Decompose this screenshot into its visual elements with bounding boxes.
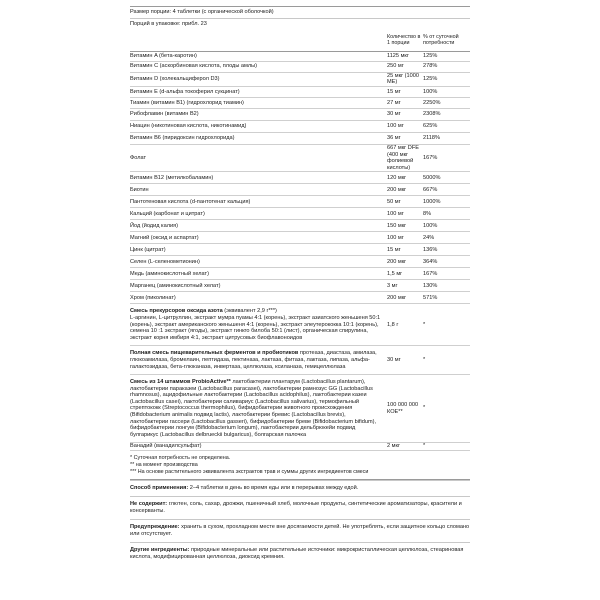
table-row <box>130 172 470 184</box>
header-daily-value: % от суточной потребности <box>423 30 470 52</box>
blend-title: Полная смесь пищеварительных ферментов и пробиотиков <box>130 350 299 357</box>
footnote-1: * Суточная потребность не определена. <box>130 455 231 462</box>
nutrient-daily-value: 2250% <box>423 97 470 108</box>
nutrient-daily-value: 24% <box>423 232 470 244</box>
nutrient-daily-value: 364% <box>423 256 470 268</box>
nutrient-daily-value: 2308% <box>423 108 470 120</box>
footnotes <box>130 451 470 479</box>
nutrient-amount: 120 мкг <box>387 172 423 184</box>
nutrient-daily-value: 1000% <box>423 196 470 208</box>
table-row <box>130 132 470 144</box>
nutrient-amount: 27 мг <box>387 97 423 108</box>
nutrient-daily-value: 2118% <box>423 132 470 144</box>
usage-label: Способ применения: <box>130 485 189 492</box>
table-row <box>130 72 470 86</box>
free-from-paragraph <box>130 496 470 519</box>
free-from-text: глютен, соль, сахар, дрожжи, пшеничный хлеб, молочные продукты, синтетические ароматизаторы, красители и консерванты. <box>130 501 462 515</box>
nutrition-facts-table <box>130 30 470 451</box>
warning-label: Предупреждение: <box>130 524 180 531</box>
nutrient-amount: 15 мг <box>387 86 423 97</box>
nutrient-daily-value: 667% <box>423 184 470 196</box>
nutrient-name: Йод (йодид калия) <box>130 220 387 232</box>
header-amount: Количество в 1 порции <box>387 30 423 52</box>
table-row <box>130 86 470 97</box>
nutrient-name: Ниацин (никотиновая кислота, никотинамид) <box>130 120 387 132</box>
blend-ingredients: (эквивалент 2,9 г***) L-аргинин, L-цитруллин, экстракт мумра пуамы 4:1 (корень), экстракт азиатского женьшеня 50:1 (корень), экстракт американского женьшеня 4:1 (корень), экстракт элеутерококка 10:1 (корень), семена 10 :1 экстракт (ягоды), экстракт гинкго билоба 50:1 (лист), органическая спирулина, экстракт корня имбиря 4:1, экстракт цитрусовых биофлавоноидов <box>130 308 381 341</box>
table-row <box>130 144 470 171</box>
table-row <box>130 256 470 268</box>
nutrient-daily-value: 625% <box>423 120 470 132</box>
table-row <box>130 304 470 346</box>
serving-size-text: Размер порции: 4 таблетки (с органической оболочкой) <box>130 9 274 15</box>
serving-size-line <box>130 6 470 18</box>
nutrient-name: Биотин <box>130 184 387 196</box>
nutrient-name <box>130 375 387 443</box>
nutrient-daily-value: 5000% <box>423 172 470 184</box>
nutrient-name: Фолат <box>130 144 387 171</box>
nutrient-name: Витамин D (холекальциферол D3) <box>130 72 387 86</box>
table-row <box>130 108 470 120</box>
table-row <box>130 346 470 375</box>
nutrient-amount: 1,5 мг <box>387 268 423 280</box>
warning-paragraph <box>130 519 470 542</box>
nutrient-amount: 667 мкг DFE (400 мкг фолиевой кислоты) <box>387 144 423 171</box>
nutrient-amount: 100 мг <box>387 208 423 220</box>
table-row <box>130 268 470 280</box>
table-row <box>130 208 470 220</box>
nutrient-amount: 250 мг <box>387 61 423 72</box>
nutrient-name: Витамин B12 (метилкобаламин) <box>130 172 387 184</box>
table-row <box>130 375 470 443</box>
nutrient-name: Витамин B6 (пиридоксин гидрохлорида) <box>130 132 387 144</box>
table-row <box>130 220 470 232</box>
nutrient-amount: 15 мг <box>387 244 423 256</box>
nutrient-daily-value: * <box>423 375 470 443</box>
nutrient-amount: 200 мкг <box>387 292 423 304</box>
nutrient-name: Хром (пиколинат) <box>130 292 387 304</box>
nutrient-amount: 100 мг <box>387 120 423 132</box>
nutrient-name: Кальций (карбонат и цитрат) <box>130 208 387 220</box>
nutrient-amount: 30 мг <box>387 346 423 375</box>
nutrient-daily-value: 8% <box>423 208 470 220</box>
nutrient-daily-value: 167% <box>423 268 470 280</box>
blend-title: Смесь из 14 штаммов ProbioActive** <box>130 379 231 386</box>
free-from-label: Не содержит: <box>130 501 168 508</box>
nutrient-amount: 1125 мкг <box>387 51 423 61</box>
nutrient-amount: 200 мкг <box>387 256 423 268</box>
nutrient-amount: 1,8 г <box>387 304 423 346</box>
nutrient-name: Тиамин (витамин B1) (гидрохлорид тиамин) <box>130 97 387 108</box>
table-row <box>130 61 470 72</box>
blend-ingredients: протеаза, диастаза, амилаза, глюкоамилаза, бромелаин, пептидаза, пектиназа, лактаза, фитаза, лактаза, липаза, альфа-галактозидаза, бета-глюканаза, инвертаза, целлюлаза, ксиланаза, гемицеллюлаза <box>130 350 377 370</box>
table-row <box>130 196 470 208</box>
nutrient-daily-value: 167% <box>423 144 470 171</box>
nutrient-daily-value: 571% <box>423 292 470 304</box>
nutrient-amount: 2 мкг <box>387 443 423 451</box>
nutrient-amount: 25 мкг (1000 МЕ) <box>387 72 423 86</box>
blend-ingredients: лактобактерии плантарум (Lactobacillus plantarum), лактобактерии параказеи (Lactobacillus paracasei), лактобактерии рамнозус GG (Lactobacillus rhamnosus), ацидофильные лактобактерии (Lactobacillus acidophilus), лактобактерии казеи (Lactobacillus casei), лактобактерии саливариус (Lactobacillus salivarius), термофильный стрептококк (Streptococcus thermophilus), бифидобактерии животного происхождения (Bifidobacterium animalis подвид lactis), лактобактерии бревис (Lactobacillus brevis), лактобактерии гассери (Lactobacillus gasseri), бифидобактерии бреве (Bifidobacterium bifidum), бифидобактерии лонгум (Bifidobacterium longum), лактобактерии дельбрюкейи подвид булгарикус (Lactobacillus delbrueckii bulgaricus), болгарская палочка <box>130 379 377 438</box>
nutrient-name: Витамин E (d-альфа токоферил сукцинат) <box>130 86 387 97</box>
servings-per-pack-text: Порций в упаковке: прибл. 23 <box>130 20 207 27</box>
usage-paragraph <box>130 480 470 496</box>
nutrient-amount: 150 мкг <box>387 220 423 232</box>
nutrient-amount: 36 мг <box>387 132 423 144</box>
nutrient-daily-value: 136% <box>423 244 470 256</box>
nutrient-amount: 3 мг <box>387 280 423 292</box>
nutrient-daily-value: * <box>423 346 470 375</box>
nutrient-name: Медь (аминокислотный хелат) <box>130 268 387 280</box>
servings-per-pack-line <box>130 18 470 30</box>
table-row <box>130 184 470 196</box>
nutrient-name <box>130 304 387 346</box>
footnote-2: ** на момент производства <box>130 461 198 468</box>
nutrient-amount: 100 мг <box>387 232 423 244</box>
nutrient-name: Магний (оксид и аспартат) <box>130 232 387 244</box>
other-ingredients-paragraph <box>130 542 470 565</box>
nutrient-daily-value: 130% <box>423 280 470 292</box>
nutrient-daily-value: * <box>423 443 470 451</box>
other-ingredients-label: Другие ингредиенты: <box>130 547 190 554</box>
nutrient-name: Марганец (аминокислотный хелат) <box>130 280 387 292</box>
nutrient-amount: 30 мг <box>387 108 423 120</box>
nutrient-daily-value: 100% <box>423 220 470 232</box>
nutrient-name: Селен (L-селенометионин) <box>130 256 387 268</box>
nutrient-amount: 200 мкг <box>387 184 423 196</box>
nutrient-daily-value: 278% <box>423 61 470 72</box>
table-row <box>130 120 470 132</box>
nutrient-name: Ванадий (ванадилсульфат) <box>130 443 387 451</box>
table-row <box>130 51 470 61</box>
blend-title: Смесь прекурсоров оксида азота <box>130 308 223 315</box>
nutrient-name <box>130 346 387 375</box>
facts-body <box>130 51 470 450</box>
nutrient-amount: 100 000 000 КОЕ** <box>387 375 423 443</box>
other-ingredients-text: природные минеральные или растительные источники: микрокристаллическая целлюлоза, стеариновая кислота, модифицированная целлюлоза, диоксид кремния. <box>130 547 464 561</box>
nutrient-name: Пантотеновая кислота (d-пантотенат кальция) <box>130 196 387 208</box>
table-header-row <box>130 30 470 52</box>
header-name-cell <box>130 30 387 52</box>
nutrient-name: Рибофлавин (витамин B2) <box>130 108 387 120</box>
table-row <box>130 292 470 304</box>
nutrient-daily-value: 125% <box>423 72 470 86</box>
table-row <box>130 280 470 292</box>
table-row <box>130 232 470 244</box>
table-row <box>130 244 470 256</box>
table-row <box>130 97 470 108</box>
footnote-3: *** На основе растительного эквивалента экстрактов трав и суммы других ингредиентов смеси <box>130 468 369 475</box>
usage-text: 2–4 таблетки в день во время еды или в перерывах между едой. <box>189 485 359 492</box>
nutrient-amount: 50 мг <box>387 196 423 208</box>
nutrient-name: Цинк (цитрат) <box>130 244 387 256</box>
nutrient-daily-value: 100% <box>423 86 470 97</box>
warning-text: хранить в сухом, прохладном месте вне досягаемости детей. Не употреблять, если защитное кольцо сломано или отсутствует. <box>130 524 470 538</box>
nutrient-daily-value: 125% <box>423 51 470 61</box>
nutrient-daily-value: * <box>423 304 470 346</box>
nutrient-name: Витамин C (аскорбиновая кислота, плоды амлы) <box>130 61 387 72</box>
nutrient-name: Витамин A (бета-каротин) <box>130 51 387 61</box>
table-row <box>130 443 470 451</box>
